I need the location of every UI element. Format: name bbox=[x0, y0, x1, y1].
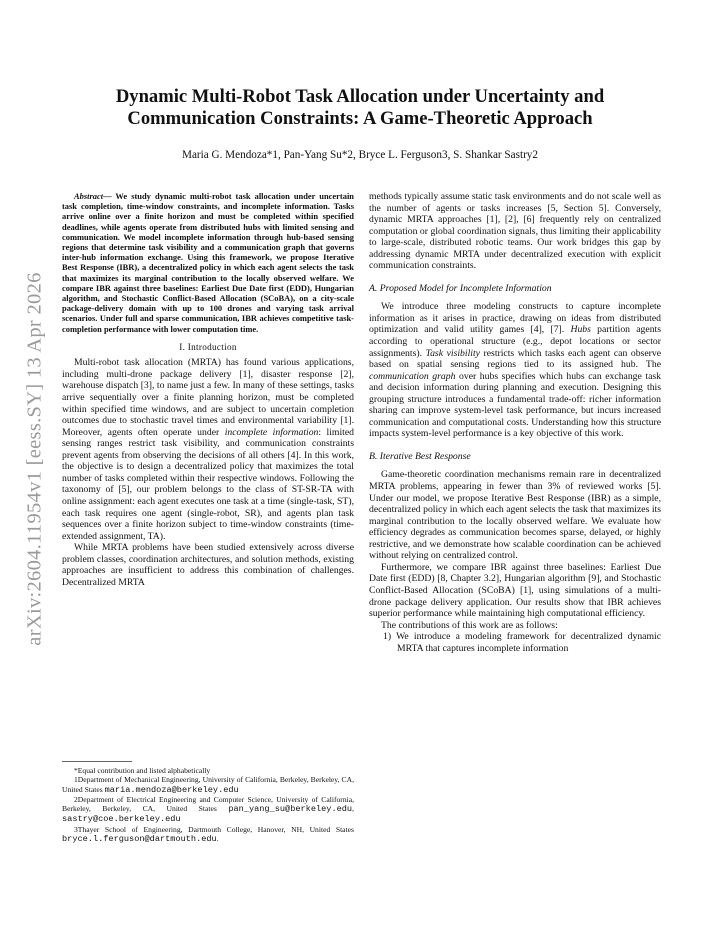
subsection-heading-a: A. Proposed Model for Incomplete Information bbox=[369, 282, 552, 294]
right-paragraph-1: methods typically assume static task environments and do not scale well as the number of agents or tasks increases [5, Section 5]. Conversely, dynamic MRTA approaches [1], [2], [6] frequently rely on centralized computation or global coordination signals, thus limiting their applicability to large-scale, distributed robotic teams. Our work bridges this gap by addressing dynamic MRTA under decentralized execution with explicit communication constraints. bbox=[369, 191, 661, 272]
subA-text-d: over hubs specifies which hubs can exchange task and decision information during planning and execution. Designing this grouping structure introduces a fundamental trade-off: richer information sharing can improve system-level task performance, but incurs increased communication and computational costs. Understanding how this structure impacts system-level performance is a key objective of this work. bbox=[369, 370, 661, 440]
subA-text-b: partition agents according to operational structure (e.g., depot locations or sector assignments). bbox=[369, 324, 662, 359]
subA-text-a: We introduce three modeling constructs to capture incomplete information as it arises in practice, drawing on ideas from distributed optimization and valid utility games [4], [7]. bbox=[369, 301, 661, 336]
footnote-2-text: 2Department of Electrical Engineering and Computer Science, University of California, Berkeley, Berkeley, CA, United States bbox=[62, 794, 354, 814]
footnote-3-text: 3Thayer School of Engineering, Dartmouth College, Hanover, NH, United States bbox=[74, 824, 354, 834]
paper-title bbox=[80, 86, 640, 130]
subA-term-hubs: Hubs bbox=[570, 324, 591, 336]
footnote-affiliation-2 bbox=[62, 795, 354, 825]
footnote-affiliation-3 bbox=[62, 825, 354, 845]
footnote-2-email-1: pan_yang_su@berkeley.edu bbox=[228, 804, 353, 815]
subsection-a-paragraph bbox=[369, 301, 661, 440]
subsection-heading-b: B. Iterative Best Response bbox=[369, 450, 471, 462]
subsection-b-paragraph-2: Furthermore, we compare IBR against three baselines: Earliest Due Date first (EDD) [8, Chapter 3.2], Hungarian algorithm [9], and Stochastic Conflict-Based Allocation (SCoBA) [1], using simulations of a multi-drone package delivery application. Our results show that IBR achieves superior performance while maintaining high computational efficiency. bbox=[369, 561, 661, 620]
intro-paragraph-1 bbox=[62, 357, 354, 542]
abstract-text: We study dynamic multi-robot task allocation under uncertain task completion, time-window constraints, and incomplete information. Tasks arrive online over a finite horizon and must be completed within specified deadlines, while agents operate from distributed hubs with limited sensing and communication. We model incomplete information through hub-based sensing regions that determine task visibility and a communication graph that governs inter-hub information exchange. Using this framework, we propose Iterative Best Response (IBR), a decentralized policy in which each agent selects the task that maximizes its marginal contribution to the locally observed welfare. We compare IBR against three baselines: Earliest Due Date first (EDD), Hungarian algorithm, and Stochastic Conflict-Based Allocation (SCoBA), on a city-scale package-delivery domain with up to 100 drones and varying task arrival scenarios. Under full and sparse communication, IBR achieves competitive task-completion performance with lower computation time. bbox=[62, 191, 354, 334]
arxiv-identifier: arXiv:2604.11954v1 [eess.SY] 13 Apr 2026 bbox=[23, 272, 46, 646]
footnote-2-email-2: sastry@coe.berkeley.edu bbox=[62, 814, 181, 825]
footnote-1-text: 1Department of Mechanical Engineering, University of California, Berkeley, Berkeley, CA, United States bbox=[62, 775, 354, 794]
left-column bbox=[62, 191, 354, 588]
list-item-text: We introduce a modeling framework for decentralized dynamic MRTA that captures incomplete information bbox=[396, 631, 661, 654]
subsection-b-paragraph-1: Game-theoretic coordination mechanisms remain rare in decentralized MRTA problems, appearing in fewer than 3% of reviewed works [5]. Under our model, we propose Iterative Best Response (IBR) as a simple, decentralized policy in which each agent selects the task that maximizes its marginal contribution to the locally observed welfare. We evaluate how efficiency degrades as communication becomes sparse, delayed, or highly restrictive, and we demonstrate how scalable coordination can be achieved without relying on centralized control. bbox=[369, 469, 661, 562]
subA-term-task-visibility: Task visibility bbox=[425, 347, 480, 359]
list-item bbox=[369, 631, 661, 654]
author-list: Maria G. Mendoza*1, Pan-Yang Su*2, Bryce L. Ferguson3, S. Shankar Sastry2 bbox=[182, 149, 538, 161]
footnote-1-email: maria.mendoza@berkeley.edu bbox=[104, 784, 239, 795]
contributions-list bbox=[369, 631, 661, 654]
footnote-3-end: . bbox=[216, 834, 219, 844]
arxiv-sidebar bbox=[22, 244, 48, 674]
footnote-divider bbox=[62, 761, 132, 762]
subsection-b-paragraph-3: The contributions of this work are as follows: bbox=[381, 619, 558, 631]
intro-paragraph-2: While MRTA problems have been studied extensively across diverse problem classes, coordination architectures, and solution methods, existing approaches are insufficient to address this combination of challenges. Decentralized MRTA bbox=[62, 542, 354, 588]
section-heading-introduction: I. Introduction bbox=[179, 341, 237, 352]
right-column bbox=[369, 191, 661, 654]
subA-term-communication-graph: communication graph bbox=[369, 370, 456, 382]
intro-p1-text-b: : limited sensing ranges restrict task visibility, and communication constraints prevent agents from observing the decisions of all others [4]. In this work, the objective is to design a decentralized policy that maximizes the total number of tasks completed within their respective windows. Following the taxonomy of [5], our problem belongs to the class of ST-SR-TA with online assignment: each agent executes one task at a time (single-task, ST), each task requires one agent (single-robot, SR), and agents plan task sequences over a finite horizon subject to time-window constraints (time-extended assignment, TA). bbox=[62, 426, 354, 542]
footnote-affiliation-1 bbox=[62, 775, 354, 795]
abstract: Abstract— We study dynamic multi-robot task allocation under uncertain task completion, time-window constraints, and incomplete information. Tasks arrive online over a finite horizon and must be completed within specified deadlines, while agents operate from distributed hubs with limited sensing and communication. We model incomplete information through hub-based sensing regions that determine task visibility and a communication graph that governs inter-hub information exchange. Using this framework, we propose Iterative Best Response (IBR), a decentralized policy in which each agent selects the task that maximizes its marginal contribution to the locally observed welfare. We compare IBR against three baselines: Earliest Due Date first (EDD), Hungarian algorithm, and Stochastic Conflict-Based Allocation (SCoBA), on a city-scale package-delivery domain with up to 100 drones and varying task arrival scenarios. Under full and sparse communication, IBR achieves competitive task-completion performance with lower computation time. bbox=[62, 191, 354, 334]
footnote-equal-contribution: *Equal contribution and listed alphabetically bbox=[74, 766, 211, 775]
list-item-number: 1) bbox=[383, 631, 392, 643]
footnotes bbox=[62, 766, 354, 844]
title-line-1: Dynamic Multi-Robot Task Allocation under Uncertainty and bbox=[115, 86, 605, 107]
subA-text-c: restricts which tasks each agent can observe based on spatial sensing regions tied to its assigned hub. The bbox=[369, 347, 661, 371]
footnote-2-separator: , bbox=[352, 804, 354, 814]
abstract-label: Abstract bbox=[74, 191, 104, 201]
intro-p1-emphasis: incomplete information bbox=[224, 426, 319, 438]
intro-p1-text-a: Multi-robot task allocation (MRTA) has found various applications, including multi-drone package delivery [1], disaster response [2], warehouse dispatch [3], to name just a few. In many of these settings, tasks arrive sequentially over a finite planning horizon, must be completed within specified time windows, and are subject to uncertain completion outcomes due to stochastic travel times and environmental variability [1]. Moreover, agents often operate under bbox=[62, 357, 354, 438]
footnote-3-email: bryce.l.ferguson@dartmouth.edu bbox=[62, 834, 217, 845]
title-line-2: Communication Constraints: A Game-Theoretic Approach bbox=[127, 108, 593, 129]
